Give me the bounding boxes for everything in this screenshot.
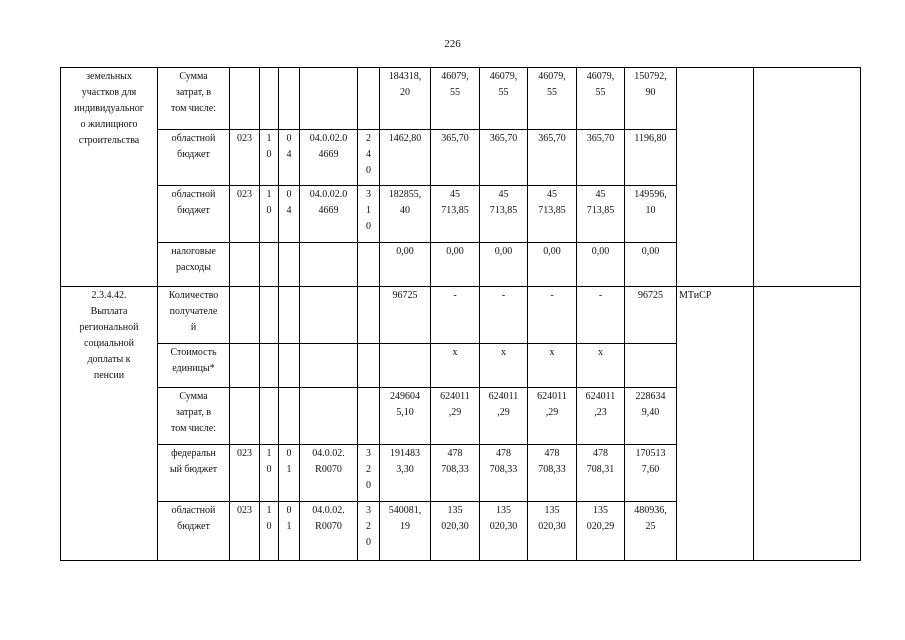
cell-total — [380, 287, 431, 344]
cell-rz-text: 1 0 — [266, 133, 272, 160]
cell-csr — [300, 388, 358, 445]
cell-y1 — [431, 502, 480, 561]
cell-y2 — [480, 502, 528, 561]
cell-y3 — [528, 130, 577, 186]
cell-total — [380, 445, 431, 502]
cell-csr — [300, 287, 358, 344]
cell-total-text: 1462,80 — [388, 133, 422, 144]
cell-y3 — [528, 344, 577, 388]
cell-rz-text: 1 0 — [266, 189, 272, 216]
cell-pr — [279, 130, 300, 186]
cell-vr-text: 3 2 0 — [366, 448, 371, 491]
cell-y3 — [528, 68, 577, 130]
cell-pr — [279, 186, 300, 243]
cell-pr — [279, 68, 300, 130]
cell-y1-text: 46079, 55 — [441, 71, 469, 98]
cell-csr — [300, 344, 358, 388]
cell-rest-text: 170513 7,60 — [635, 448, 666, 475]
cell-y2-text: 45 713,85 — [489, 189, 518, 216]
cell-grbs — [230, 130, 260, 186]
cell-grbs — [230, 186, 260, 243]
cell-y3-text: - — [550, 290, 554, 301]
cell-y4-text: 135 020,29 — [586, 505, 615, 532]
cell-rz — [260, 344, 279, 388]
cell-y2-text: 46079, 55 — [489, 71, 518, 98]
cell-y2 — [480, 445, 528, 502]
cell-y4 — [577, 388, 625, 445]
cell-y4-text: 0,00 — [591, 246, 610, 257]
cell-grbs — [230, 502, 260, 561]
cell-total — [380, 502, 431, 561]
cell-y3 — [528, 502, 577, 561]
cell-rest-text: 1196,80 — [634, 133, 667, 144]
cell-indicator — [158, 445, 230, 502]
cell-y1 — [431, 445, 480, 502]
cell-total-text: 191483 3,30 — [390, 448, 420, 475]
cell-total — [380, 130, 431, 186]
cell-rz-text: 1 0 — [266, 505, 272, 532]
page-number: 226 — [444, 38, 461, 50]
table-row — [61, 68, 861, 130]
cell-vr-text: 3 2 0 — [366, 505, 371, 548]
cell-csr-text: 04.0.02.0 4669 — [309, 133, 348, 160]
cell-grbs — [230, 445, 260, 502]
measure-name-cell — [61, 287, 158, 561]
cell-vr — [358, 502, 380, 561]
cell-grbs — [230, 344, 260, 388]
cell-vr — [358, 68, 380, 130]
cell-y1-text: х — [452, 347, 458, 358]
cell-y1 — [431, 68, 480, 130]
cell-grbs — [230, 388, 260, 445]
cell-y2 — [480, 388, 528, 445]
measure-name-cell — [61, 68, 158, 287]
cell-y3-text: 45 713,85 — [538, 189, 566, 216]
cell-total-text: 184318, 20 — [388, 71, 422, 98]
cell-total-text: 96725 — [392, 290, 418, 301]
cell-pr — [279, 445, 300, 502]
cell-y3 — [528, 287, 577, 344]
cell-rest — [625, 68, 677, 130]
cell-csr-text: 04.0.02. R0070 — [312, 448, 345, 475]
cell-rz — [260, 388, 279, 445]
cell-csr-text: 04.0.02.0 4669 — [309, 189, 348, 216]
cell-total — [380, 186, 431, 243]
cell-grbs-text: 023 — [237, 189, 252, 200]
cell-y1-text: 365,70 — [441, 133, 469, 144]
cell-rz-text: 1 0 — [266, 448, 272, 475]
executor-cell — [677, 287, 754, 561]
cell-indicator — [158, 388, 230, 445]
cell-pr-text: 0 4 — [286, 133, 292, 160]
cell-indicator — [158, 130, 230, 186]
cell-grbs — [230, 68, 260, 130]
cell-rest-text: 0,00 — [641, 246, 660, 257]
cell-total — [380, 68, 431, 130]
cell-y3-text: 624011 ,29 — [537, 391, 567, 418]
cell-grbs-text: 023 — [237, 505, 252, 516]
cell-rest-text: 150792, 90 — [634, 71, 667, 98]
cell-indicator — [158, 186, 230, 243]
cell-rest — [625, 243, 677, 287]
cell-y4 — [577, 502, 625, 561]
cell-rest — [625, 186, 677, 243]
cell-y4-text: х — [598, 347, 603, 358]
cell-csr — [300, 186, 358, 243]
cell-indicator — [158, 68, 230, 130]
table-row — [61, 287, 861, 344]
cell-pr — [279, 388, 300, 445]
cell-csr — [300, 445, 358, 502]
cell-y1-text: 135 020,30 — [441, 505, 469, 532]
cell-csr-text: 04.0.02. R0070 — [312, 505, 345, 532]
cell-vr — [358, 130, 380, 186]
cell-y3-text: 0,00 — [543, 246, 561, 257]
cell-vr — [358, 287, 380, 344]
cell-total-text: 540081, 19 — [388, 505, 422, 532]
cell-y3-text: 365,70 — [538, 133, 566, 144]
cell-indicator-text: областной бюджет — [171, 133, 216, 160]
cell-y2-text: 0,00 — [494, 246, 513, 257]
cell-y3 — [528, 243, 577, 287]
cell-indicator — [158, 243, 230, 287]
cell-total — [380, 243, 431, 287]
cell-y2 — [480, 186, 528, 243]
measure-name-cell-text: земельных участков для индивидуальног о жилищного строительства — [74, 71, 144, 146]
cell-y4 — [577, 445, 625, 502]
cell-rest — [625, 388, 677, 445]
cell-csr — [300, 243, 358, 287]
budget-table — [60, 67, 861, 561]
cell-grbs — [230, 243, 260, 287]
cell-y4 — [577, 186, 625, 243]
cell-indicator — [158, 502, 230, 561]
cell-rest — [625, 130, 677, 186]
cell-y4 — [577, 130, 625, 186]
cell-rz — [260, 502, 279, 561]
cell-indicator-text: Количество получателе й — [168, 290, 219, 333]
cell-vr — [358, 388, 380, 445]
cell-y3-text: х — [549, 347, 555, 358]
cell-rest — [625, 287, 677, 344]
executor-cell — [677, 68, 754, 287]
cell-rest-text: 149596, 10 — [634, 189, 667, 216]
cell-y4 — [577, 344, 625, 388]
executor-cell-text: МТиСР — [679, 290, 712, 301]
cell-y1 — [431, 186, 480, 243]
cell-grbs — [230, 287, 260, 344]
cell-total — [380, 344, 431, 388]
cell-indicator-text: Сумма затрат, в том числе: — [171, 391, 216, 434]
cell-y3-text: 135 020,30 — [538, 505, 566, 532]
cell-indicator — [158, 344, 230, 388]
cell-rest-text: 96725 — [638, 290, 663, 301]
cell-y4-text: 624011 ,23 — [585, 391, 616, 418]
cell-y4 — [577, 68, 625, 130]
cell-y3 — [528, 445, 577, 502]
cell-y2-text: 478 708,33 — [489, 448, 518, 475]
cell-rz — [260, 287, 279, 344]
result-cell — [754, 68, 861, 287]
cell-y1 — [431, 344, 480, 388]
cell-vr — [358, 445, 380, 502]
cell-rz — [260, 68, 279, 130]
cell-indicator-text: областной бюджет — [171, 505, 216, 532]
cell-y2-text: 365,70 — [489, 133, 518, 144]
cell-y1-text: 478 708,33 — [441, 448, 469, 475]
cell-pr-text: 0 4 — [286, 189, 292, 216]
cell-indicator — [158, 287, 230, 344]
cell-y4-text: 45 713,85 — [586, 189, 615, 216]
cell-y2-text: 135 020,30 — [489, 505, 518, 532]
cell-indicator-text: Сумма затрат, в том числе: — [171, 71, 216, 114]
cell-y2 — [480, 130, 528, 186]
cell-vr — [358, 344, 380, 388]
cell-y4 — [577, 243, 625, 287]
cell-y2-text: - — [501, 290, 506, 301]
cell-vr — [358, 243, 380, 287]
cell-y3 — [528, 388, 577, 445]
measure-name-cell-text: 2.3.4.42. Выплата региональной социальной доплаты к пенсии — [79, 290, 139, 381]
cell-pr — [279, 344, 300, 388]
cell-indicator-text: налоговые расходы — [171, 246, 216, 273]
cell-rest — [625, 344, 677, 388]
cell-csr — [300, 502, 358, 561]
cell-y1 — [431, 243, 480, 287]
cell-rz — [260, 130, 279, 186]
cell-pr — [279, 243, 300, 287]
cell-pr-text: 0 1 — [286, 505, 292, 532]
cell-y2-text: 624011 ,29 — [488, 391, 519, 418]
cell-total-text: 249604 5,10 — [390, 391, 420, 418]
cell-total-text: 182855, 40 — [388, 189, 422, 216]
cell-grbs-text: 023 — [237, 448, 252, 459]
cell-rest — [625, 502, 677, 561]
cell-y3 — [528, 186, 577, 243]
cell-y2 — [480, 287, 528, 344]
cell-indicator-text: федеральн ый бюджет — [169, 448, 218, 475]
cell-rz — [260, 186, 279, 243]
cell-y1 — [431, 388, 480, 445]
cell-y2-text: х — [501, 347, 506, 358]
cell-y1-text: 0,00 — [446, 246, 464, 257]
cell-y1 — [431, 130, 480, 186]
cell-y2 — [480, 344, 528, 388]
cell-indicator-text: Стоимость единицы* — [170, 347, 217, 374]
cell-y1-text: 45 713,85 — [441, 189, 469, 216]
cell-y3-text: 46079, 55 — [538, 71, 566, 98]
cell-pr — [279, 502, 300, 561]
cell-total — [380, 388, 431, 445]
cell-rest — [625, 445, 677, 502]
cell-rest-text: 228634 9,40 — [635, 391, 666, 418]
cell-y4-text: 478 708,31 — [586, 448, 615, 475]
cell-pr — [279, 287, 300, 344]
cell-indicator-text: областной бюджет — [171, 189, 216, 216]
cell-rz — [260, 445, 279, 502]
cell-y1-text: - — [453, 290, 457, 301]
cell-pr-text: 0 1 — [286, 448, 292, 475]
cell-y2 — [480, 68, 528, 130]
cell-y1 — [431, 287, 480, 344]
cell-vr-text: 3 1 0 — [366, 189, 371, 232]
cell-y4-text: - — [598, 290, 603, 301]
cell-y1-text: 624011 ,29 — [440, 391, 470, 418]
cell-rz — [260, 243, 279, 287]
cell-y2 — [480, 243, 528, 287]
cell-vr — [358, 186, 380, 243]
cell-total-text: 0,00 — [396, 246, 414, 257]
result-cell — [754, 287, 861, 561]
cell-y4-text: 46079, 55 — [586, 71, 615, 98]
cell-csr — [300, 68, 358, 130]
cell-csr — [300, 130, 358, 186]
cell-rest-text: 480936, 25 — [634, 505, 667, 532]
cell-y4-text: 365,70 — [586, 133, 615, 144]
cell-y3-text: 478 708,33 — [538, 448, 566, 475]
cell-y4 — [577, 287, 625, 344]
cell-grbs-text: 023 — [237, 133, 252, 144]
cell-vr-text: 2 4 0 — [366, 133, 371, 176]
